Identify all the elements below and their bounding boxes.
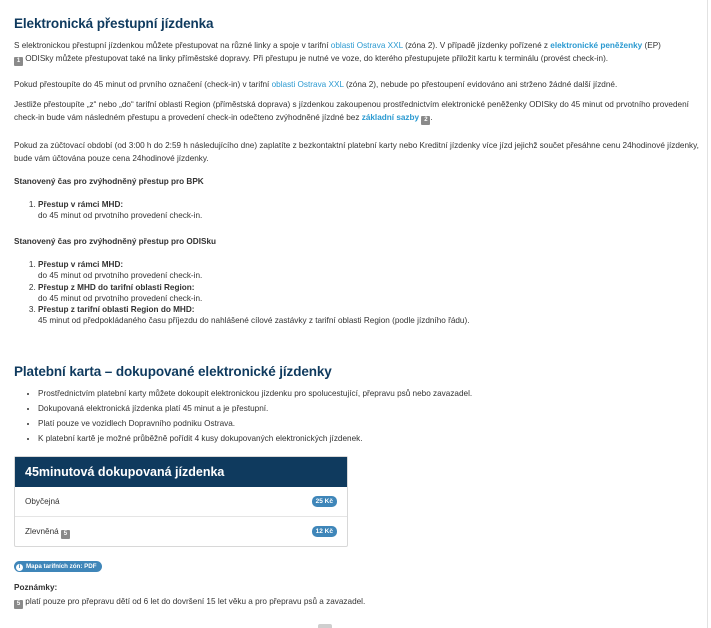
price-badge: 25 Kč — [312, 496, 337, 507]
list-item: • Platí pouze ve vozidlech Dopravního podniku Ostrava. — [38, 416, 472, 431]
list-item — [38, 199, 202, 222]
note-text: platí pouze pro přepravu dětí od 6 let do dovršení 15 let věku a pro přepravu psů a zavazadel. — [25, 597, 366, 606]
list-odis — [14, 259, 469, 327]
notes-heading: Poznámky: — [14, 583, 58, 592]
link-zakladni-sazby[interactable]: základní sazby — [361, 112, 420, 122]
footnote-badge-5: 5 — [14, 600, 23, 609]
ticket-price-card — [14, 456, 348, 547]
page-divider — [707, 0, 708, 628]
scroll-indicator[interactable] — [318, 624, 332, 628]
item-desc: do 45 minut od prvotního provedení check-in. — [38, 211, 203, 221]
paragraph-intro — [14, 40, 661, 66]
note-item — [14, 596, 365, 609]
ticket-row-discounted — [15, 516, 347, 546]
list-bpk — [14, 199, 202, 222]
link-oblasti-ostrava-xxl-2[interactable]: oblasti Ostrava XXL — [271, 80, 344, 89]
footnote-badge-1: 1 — [14, 57, 23, 66]
item-desc: do 45 minut od prvotního provedení check-in. — [38, 293, 203, 303]
info-icon: i — [16, 564, 23, 571]
list-payment-card — [14, 386, 472, 446]
section-title-transfer-ticket: Elektronická přestupní jízdenka — [14, 16, 214, 31]
link-elektronicke-penezenky[interactable]: elektronické peněženky — [550, 41, 643, 50]
paragraph-check-in — [14, 79, 617, 92]
list-item — [38, 259, 469, 282]
text: . — [430, 112, 433, 122]
heading-bpk: Stanovený čas pro zvýhodněný přestup pro BPK — [14, 177, 204, 186]
text: (EP) — [642, 41, 661, 50]
text: Pokud přestoupíte do 45 minut od prvního označení (check-in) v tarifní — [14, 80, 272, 89]
zone-map-pdf-button[interactable] — [14, 561, 102, 572]
list-item: • Dokupovaná elektronická jízdenka platí 45 minut a je přestupní. — [38, 401, 472, 416]
section-title-payment-card: Platební karta – dokupované elektronické jízdenky — [14, 364, 332, 379]
text: (zóna 2). V případě jízdenky pořízené z — [402, 41, 551, 50]
list-item: • Prostřednictvím platební karty můžete dokoupit elektronickou jízdenku pro spolucestující, přepravu psů nebo zavazadel. — [38, 386, 472, 401]
zone-map-label: Mapa tarifních zón: PDF — [26, 563, 97, 570]
list-item — [38, 304, 469, 327]
text: S elektronickou přestupní jízdenkou můžete přestupovat na různé linky a spoje v tarifní — [14, 41, 331, 50]
item-title: Přestup z MHD do tarifní oblasti Region: — [38, 282, 195, 292]
link-oblasti-ostrava-xxl[interactable]: oblasti Ostrava XXL — [330, 41, 403, 50]
list-item: • K platební kartě je možné průběžně pořídit 4 kusy dokupovaných elektronických jízdenek. — [38, 431, 472, 446]
ticket-card-title: 45minutová dokupovaná jízdenka — [15, 457, 347, 487]
footnote-badge-5: 5 — [61, 530, 70, 539]
heading-odis: Stanovený čas pro zvýhodněný přestup pro ODISku — [14, 237, 217, 246]
text: ODISky můžete přestupovat také na linky příměstské dopravy. Při přestupu je nutné ve voze, do kterého přestupujete přiložit kartu k terminálu (provést check-in). — [23, 53, 609, 63]
item-title: Přestup v rámci MHD: — [38, 200, 124, 209]
item-desc: 45 minut od předpokládaného času příjezdu do nahlášené cílové zastávky z tarifní oblasti Region (podle jízdního řádu). — [38, 316, 470, 326]
item-title: Přestup v rámci MHD: — [38, 260, 124, 269]
footnote-badge-2: 2 — [421, 116, 430, 125]
item-desc: do 45 minut od prvotního provedení check-in. — [38, 271, 203, 281]
text: (zóna 2), nebude po přestoupení evidováno ani strženo žádné další jízdné. — [343, 80, 618, 89]
item-title: Přestup z tarifní oblasti Region do MHD: — [38, 305, 195, 315]
ticket-row-regular — [15, 487, 347, 516]
paragraph-billing-period: Pokud za zúčtovací období (od 3:00 h do 2:59 h následujícího dne) zaplatíte z bezkontaktní platební karty nebo Kreditní jízdenky více jízd jejichž součet přesáhne cenu 24hodinové jízdenky, bude vám účtována pouze cena 24hodinové jízdenky. — [14, 141, 699, 163]
list-item — [38, 282, 469, 305]
ticket-row-label: Zlevněná — [25, 527, 59, 536]
text: Jestliže přestoupíte „z“ nebo „do“ tarifní oblasti Region (příměstská doprava) s jízdenkou zakoupenou prostřednictvím elektronické peněženky ODISky do 45 minut od prvotního provedení check-in bude vám následném přestupu a provedení check-in odečteno zvýhodněné jízdné bez — [14, 100, 689, 122]
ticket-row-label: Obyčejná — [25, 497, 60, 506]
price-badge: 12 Kč — [312, 526, 337, 537]
paragraph-region — [14, 99, 704, 125]
